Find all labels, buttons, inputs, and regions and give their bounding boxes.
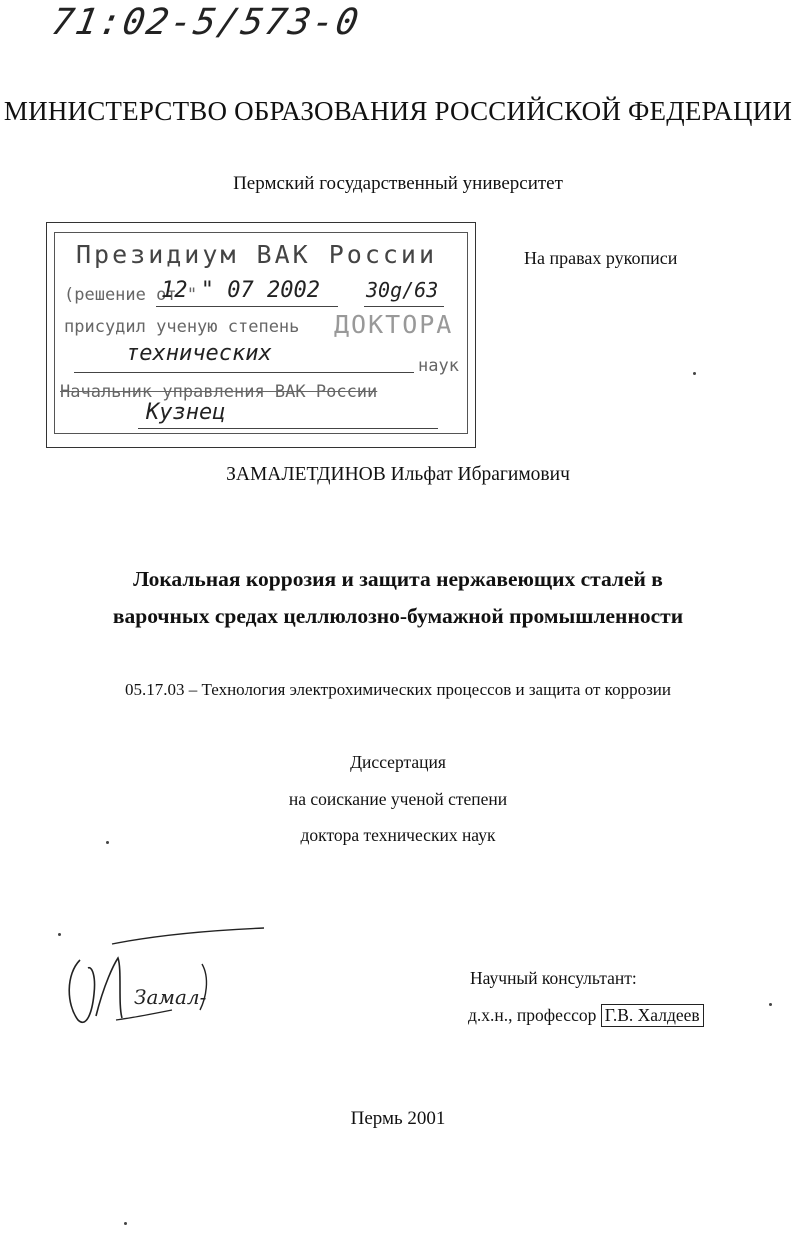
dissertation-label: Диссертация (350, 752, 446, 772)
stamp-awarded-line: присудил ученую степень (64, 317, 300, 337)
scan-speck (124, 1222, 127, 1225)
stamp-decision-prefix: (решение от " (64, 285, 198, 305)
scan-speck (58, 933, 61, 936)
scan-speck (769, 1003, 772, 1006)
stamp-field-underline (74, 372, 414, 373)
scan-speck (693, 372, 696, 375)
advisor-line (468, 1004, 704, 1027)
city-year: Пермь 2001 (350, 1108, 446, 1129)
author-name: ЗАМАЛЕТДИНОВ Ильфат Ибрагимович (226, 464, 570, 485)
scan-speck (106, 841, 109, 844)
stamp-nauk: наук (418, 356, 459, 376)
university-name: Пермский государственный университет (233, 173, 563, 194)
degree-name: доктора технических наук (300, 825, 496, 845)
vak-stamp (46, 222, 476, 448)
stamp-decision-date: 12 " 07 2002 (161, 278, 320, 303)
ministry-heading: МИНИСТЕРСТВО ОБРАЗОВАНИЯ РОССИЙСКОЙ ФЕДЕРАЦИИ (3, 96, 793, 126)
stamp-degree: ДОКТОРА (334, 310, 454, 339)
author-signature-text: Замал- (134, 985, 207, 1009)
stamp-decision-number: 30g/63 (366, 278, 439, 302)
degree-purpose: на соискание ученой степени (288, 789, 508, 809)
stamp-signature: Кузнец (146, 400, 226, 425)
stamp-number-underline (364, 306, 444, 307)
dissertation-title-line-1: Локальная коррозия и защита нержавеющих сталей в (133, 567, 663, 591)
archive-code: 71:02-5/573-0 (48, 2, 364, 43)
stamp-date-underline (156, 306, 338, 307)
specialty-code: 05.17.03 – Технология электрохимических процессов и защита от коррозии (125, 680, 671, 699)
advisor-name: Г.В. Халдеев (601, 1004, 704, 1027)
manuscript-note: На правах рукописи (524, 248, 678, 268)
stamp-title: Президиум ВАК России (76, 240, 438, 269)
advisor-title: д.х.н., профессор (468, 1005, 597, 1025)
advisor-label: Научный консультант: (470, 968, 637, 988)
stamp-signature-underline (138, 428, 438, 429)
author-signature (52, 924, 272, 1034)
stamp-head-label: Начальник управления ВАК России (60, 382, 378, 402)
dissertation-title-line-2: варочных средах целлюлозно-бумажной промышленности (112, 604, 684, 628)
stamp-field-handwritten: технических (126, 341, 272, 366)
